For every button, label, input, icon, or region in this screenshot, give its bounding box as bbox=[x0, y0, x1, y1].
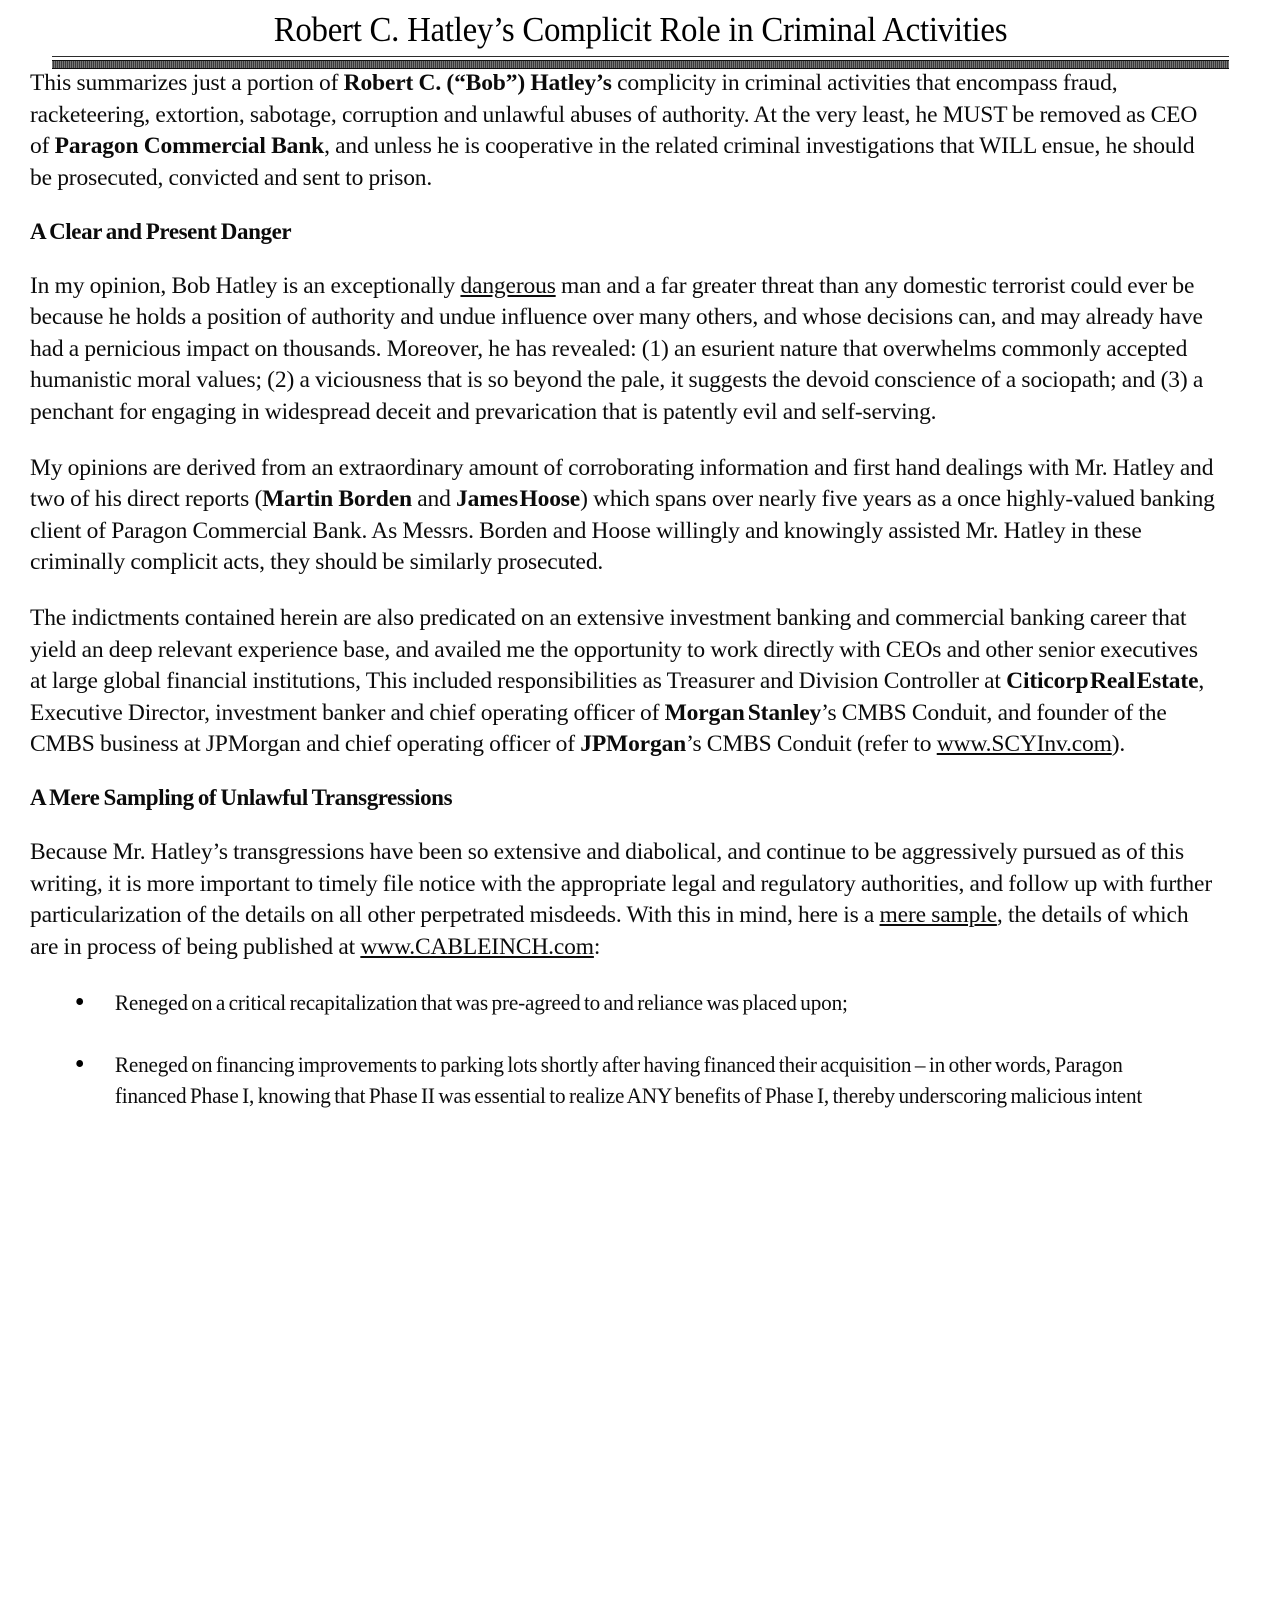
danger-paragraph-1 bbox=[30, 271, 1219, 429]
danger-p2-text-1: My opinions are derived from an extraordinary amount of corroborating information and first hand dealings with Mr. Hatley and two of his direct reports ( bbox=[30, 454, 1214, 513]
list-item-text: Reneged on financing improvements to parking lots shortly after having financed their acquisition – in other words, Paragon financed Phase I, knowing that Phase II was essential to realize ANY benefits of Phase I, thereby underscoring malicious intent bbox=[114, 1051, 1143, 1108]
link-scyinv[interactable]: www.SCYInv.com bbox=[936, 731, 1112, 758]
danger-p3-text-1: The indictments contained herein are also predicated on an extensive investment banking and commercial banking career that yield an deep relevant experience base, and availed me the opportunity to work directly with CEOs and other senior executives at large global financial institutions, This included responsibilities as Treasurer and Division Controller at bbox=[30, 604, 1198, 695]
title-divider bbox=[52, 56, 1229, 68]
danger-p3-text-2: , Executive Director, investment banker and chief operating officer of bbox=[30, 668, 1205, 726]
page-title: Robert C. Hatley’s Complicit Role in Criminal Activities bbox=[273, 10, 1008, 49]
list-item bbox=[30, 1049, 1177, 1111]
list-item-text: Reneged on a critical recapitalization that was pre-agreed to and reliance was placed upon; bbox=[114, 990, 848, 1016]
sampling-p1-underline-mere-sample: mere sample bbox=[879, 902, 997, 929]
link-cableinch[interactable]: www.CABLEINCH.com bbox=[360, 933, 594, 960]
danger-p2-bold-martin-borden: Martin Borden bbox=[262, 486, 412, 513]
danger-p1-underline-dangerous: dangerous bbox=[460, 272, 556, 299]
divider-hairline bbox=[52, 56, 1229, 57]
sampling-p1-text-3: : bbox=[593, 933, 601, 960]
danger-p3-text-4: ’s CMBS Conduit (refer to bbox=[686, 731, 937, 758]
sampling-paragraph-1 bbox=[30, 837, 1219, 963]
list-item bbox=[30, 987, 1177, 1018]
danger-p1-text-2: man and a far greater threat than any domestic terrorist could ever be because he holds a position of authority and undue influence over many others, and whose decisions can, and may already have had a pernicious impact on thousands. Moreover, he has revealed: (1) an esurient nature that overwhelms commonly accepted humanistic moral values; (2) a viciousness that is so beyond the pale, it suggests the devoid conscience of a sociopath; and (3) a penchant for engaging in widespread deceit and prevarication that is patently evil and self-serving. bbox=[30, 272, 1204, 425]
document-body bbox=[0, 68, 1281, 1111]
bullet-dot-icon bbox=[76, 998, 83, 1005]
danger-p3-text-5: ). bbox=[1111, 731, 1126, 758]
danger-p3-bold-citicorp-real-estate: Citicorp Real Estate bbox=[1006, 668, 1199, 695]
lead-bold-paragon: Paragon Commercial Bank bbox=[54, 133, 325, 160]
lead-text-1: This summarizes just a portion of bbox=[30, 70, 344, 97]
danger-paragraph-3 bbox=[30, 603, 1219, 761]
transgressions-list bbox=[30, 987, 1219, 1111]
danger-p3-bold-jpmorgan: JPMorgan bbox=[580, 731, 687, 758]
lead-text-2: complicity in criminal activities that encompass fraud, racketeering, extortion, sabotage, corruption and unlawful abuses of authority. At the very least, he MUST be removed as CEO of bbox=[30, 70, 1198, 160]
sampling-p1-text-2: , the details of which are in process of being published at bbox=[30, 902, 1189, 960]
section-heading-mere-sampling: A Mere Sampling of Unlawful Transgressions bbox=[30, 784, 453, 810]
danger-p2-text-3: ) which spans over nearly five years as a once highly-valued banking client of Paragon Commercial Bank. As Messrs. Borden and Hoose willingly and knowingly assisted Mr. Hatley in these criminally complicit acts, they should be similarly prosecuted. bbox=[30, 486, 1215, 576]
title-block bbox=[0, 0, 1281, 68]
lead-bold-hatley: Robert C. (“Bob”) Hatley’s bbox=[343, 70, 612, 97]
sampling-p1-text-1: Because Mr. Hatley’s transgressions have been so extensive and diabolical, and continue to be aggressively pursued as of this writing, it is more important to timely file notice with the appropriate legal and regulatory authorities, and follow up with further particularization of the details on all other perpetrated misdeeds. With this in mind, here is a bbox=[30, 838, 1212, 929]
danger-p1-text-1: In my opinion, Bob Hatley is an exceptionally bbox=[30, 272, 461, 299]
danger-p3-text-3: ’s CMBS Conduit, and founder of the CMBS business at JPMorgan and chief operating officer of bbox=[30, 699, 1167, 758]
lead-text-3: , and unless he is cooperative in the related criminal investigations that WILL ensue, he should be prosecuted, convicted and sent to prison. bbox=[30, 133, 1195, 192]
danger-paragraph-2 bbox=[30, 453, 1219, 579]
danger-p3-bold-morgan-stanley: Morgan Stanley bbox=[664, 699, 822, 726]
section-heading-clear-and-present-danger: A Clear and Present Danger bbox=[30, 218, 292, 244]
lead-paragraph bbox=[30, 68, 1219, 194]
divider-thick-rule bbox=[52, 60, 1229, 69]
danger-p2-bold-james-hoose: James Hoose bbox=[456, 486, 581, 513]
danger-p2-text-2: and bbox=[411, 486, 457, 513]
bullet-dot-icon bbox=[76, 1060, 83, 1067]
